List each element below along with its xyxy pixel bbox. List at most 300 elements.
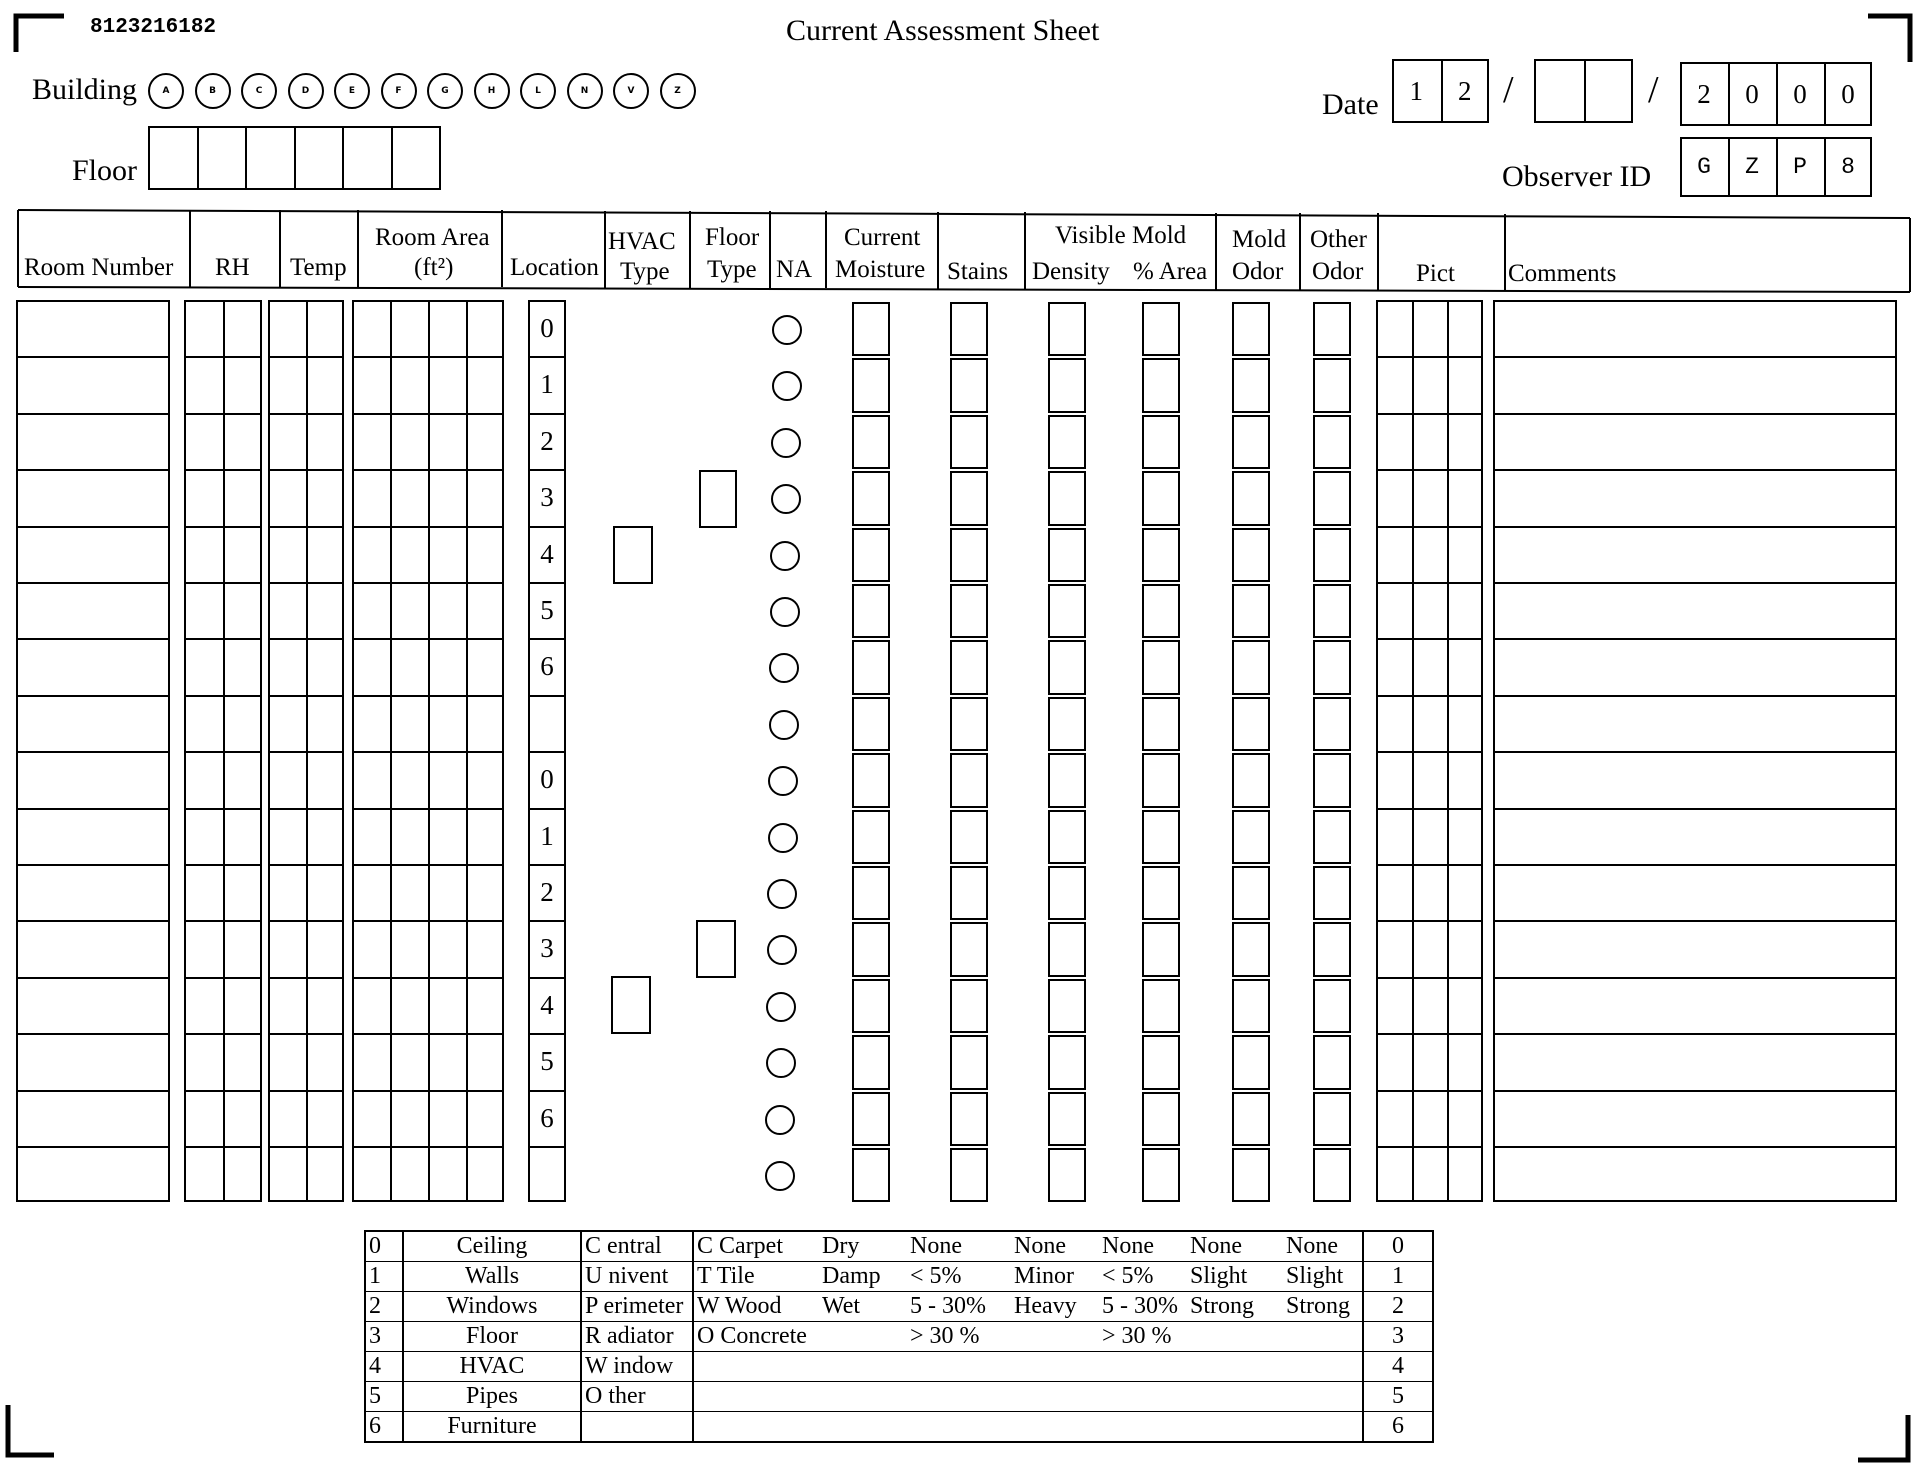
location-row-line [528,526,566,528]
comments-cell[interactable] [1496,641,1894,691]
comments-row-line [1493,751,1897,753]
comments-cell[interactable] [1496,923,1894,973]
moisture-box[interactable] [852,471,890,525]
location-row-line [528,582,566,584]
mold-odor-box[interactable] [1232,302,1270,356]
mold-density-box[interactable] [1048,358,1086,412]
col-stains: Stains [947,258,1009,285]
location-row-line [528,1090,566,1092]
date-year-digit[interactable]: 2 [1697,79,1711,109]
rh-cell[interactable] [187,867,259,917]
mold-area-box[interactable] [1142,584,1180,638]
other-odor-box[interactable] [1313,1035,1351,1089]
pict-cell[interactable] [1379,1093,1480,1143]
mold-area-box[interactable] [1142,358,1180,412]
comments-row-line [1493,695,1897,697]
legend-cell [1283,1412,1363,1443]
legend-cell: Minor [1011,1262,1099,1292]
mold-density-box[interactable] [1048,528,1086,582]
mold-density-box[interactable] [1048,1148,1086,1202]
na-bubble[interactable] [765,1105,795,1135]
room-number-row-line [16,864,170,866]
room-number-cell[interactable] [19,641,167,691]
mold-odor-box[interactable] [1232,358,1270,412]
mold-density-box[interactable] [1048,1035,1086,1089]
moisture-box[interactable] [852,415,890,469]
mold-area-box[interactable] [1142,528,1180,582]
mold-area-box[interactable] [1142,979,1180,1033]
stains-box[interactable] [950,1035,988,1089]
pict-cell[interactable] [1379,867,1480,917]
room-area-cell[interactable] [355,923,501,973]
na-bubble[interactable] [771,484,801,514]
location-row-line [528,1146,566,1148]
pict-cell[interactable] [1379,416,1480,466]
room-area-cell[interactable] [355,1036,501,1086]
room-area-cell[interactable] [355,472,501,522]
mold-area-box[interactable] [1142,302,1180,356]
other-odor-box[interactable] [1313,528,1351,582]
room-number-cell[interactable] [19,867,167,917]
pict-cell[interactable] [1379,472,1480,522]
temp-cell[interactable] [271,472,341,522]
col-mold-odor: Odor [1232,258,1284,285]
moisture-box[interactable] [852,922,890,976]
stains-box[interactable] [950,1092,988,1146]
pict-row-line [1376,695,1483,697]
room-number-row-line [16,413,170,415]
rh-cell[interactable] [187,359,259,409]
other-odor-box[interactable] [1313,1148,1351,1202]
observer-id-digit[interactable]: Z [1745,154,1759,180]
room-number-row-line [16,1146,170,1148]
mold-density-box[interactable] [1048,302,1086,356]
temp-cell[interactable] [271,1036,341,1086]
stains-box[interactable] [950,471,988,525]
comments-cell[interactable] [1496,1093,1894,1143]
mold-odor-box[interactable] [1232,697,1270,751]
pict-cell[interactable] [1379,1036,1480,1086]
rh-cell[interactable] [187,923,259,973]
observer-id-digit[interactable]: G [1697,154,1711,180]
temp-cell[interactable] [271,359,341,409]
col-mold: Mold [1232,226,1287,253]
temp-cell[interactable] [271,923,341,973]
temp-cell[interactable] [271,585,341,635]
comments-cell[interactable] [1496,867,1894,917]
comments-cell[interactable] [1496,1036,1894,1086]
location-code[interactable] [528,707,566,739]
rh-cell[interactable] [187,416,259,466]
mold-area-box[interactable] [1142,1035,1180,1089]
other-odor-box[interactable] [1313,922,1351,976]
pict-row-line [1376,356,1483,358]
rh-cell[interactable] [187,698,259,748]
moisture-box[interactable] [852,640,890,694]
mold-area-box[interactable] [1142,753,1180,807]
room-number-cell[interactable] [19,811,167,861]
stains-box[interactable] [950,1148,988,1202]
mold-odor-box[interactable] [1232,640,1270,694]
na-bubble[interactable] [768,766,798,796]
temp-cell[interactable] [271,1093,341,1143]
room-area-cell[interactable] [355,1149,501,1199]
other-odor-box[interactable] [1313,584,1351,638]
stains-box[interactable] [950,584,988,638]
temp-cell[interactable] [271,980,341,1030]
legend-cell: 0 [1363,1231,1433,1262]
legend-cell: 5 - 30% [1099,1292,1187,1322]
mold-density-box[interactable] [1048,753,1086,807]
location-code[interactable]: 4 [540,989,554,1020]
mold-density-box[interactable] [1048,471,1086,525]
mold-odor-box[interactable] [1232,471,1270,525]
other-odor-box[interactable] [1313,753,1351,807]
stains-box[interactable] [950,640,988,694]
legend-cell: 0 [365,1231,403,1262]
legend-cell: Wet [819,1292,907,1322]
moisture-box[interactable] [852,584,890,638]
floor-type-box[interactable] [699,470,737,528]
pict-cell[interactable] [1379,698,1480,748]
stains-box[interactable] [950,697,988,751]
date-month-digit[interactable]: 1 [1409,76,1423,106]
mold-area-box[interactable] [1142,640,1180,694]
na-bubble[interactable] [766,1048,796,1078]
pict-row-line [1376,920,1483,922]
mold-odor-box[interactable] [1232,979,1270,1033]
room-number-cell[interactable] [19,980,167,1030]
date-year-digit[interactable]: 0 [1793,79,1807,109]
stains-box[interactable] [950,415,988,469]
stains-box[interactable] [950,753,988,807]
room-area-cell[interactable] [355,641,501,691]
temp-cell[interactable] [271,529,341,579]
legend-cell: Floor [403,1322,581,1352]
location-row-line [528,808,566,810]
col-room-area: Room Area [375,224,490,251]
room-area-cell[interactable] [355,980,501,1030]
mold-density-box[interactable] [1048,640,1086,694]
legend-cell: HVAC [403,1352,581,1382]
legend-cell: > 30 % [907,1322,1011,1352]
location-code[interactable]: 3 [540,482,554,513]
room-area-cell[interactable] [355,585,501,635]
pict-cell[interactable] [1379,811,1480,861]
date-year-digit[interactable]: 0 [1841,79,1855,109]
mold-density-box[interactable] [1048,922,1086,976]
pict-cell[interactable] [1379,529,1480,579]
mold-odor-box[interactable] [1232,584,1270,638]
legend-cell: < 5% [1099,1262,1187,1292]
legend-row [365,1322,1433,1352]
room-number-cell[interactable] [19,359,167,409]
location-code[interactable]: 6 [540,651,554,682]
col-visible-mold: Visible Mold [1055,222,1187,249]
other-odor-box[interactable] [1313,866,1351,920]
other-odor-box[interactable] [1313,1092,1351,1146]
legend-cell [907,1382,1011,1412]
comments-cell[interactable] [1496,754,1894,804]
stains-box[interactable] [950,358,988,412]
pict-row-line [1376,751,1483,753]
room-area-cell[interactable] [355,529,501,579]
mold-odor-box[interactable] [1232,1092,1270,1146]
other-odor-box[interactable] [1313,979,1351,1033]
na-bubble[interactable] [770,541,800,571]
moisture-box[interactable] [852,810,890,864]
legend-cell: Strong [1187,1292,1283,1322]
room-area-cell[interactable] [355,811,501,861]
legend-cell: Damp [819,1262,907,1292]
mold-odor-box[interactable] [1232,866,1270,920]
room-number-row-line [16,469,170,471]
pict-cell[interactable] [1379,754,1480,804]
na-bubble[interactable] [768,823,798,853]
temp-cell[interactable] [271,698,341,748]
temp-cell[interactable] [271,303,341,353]
building-option-letter: Z [674,86,681,96]
mold-area-box[interactable] [1142,810,1180,864]
moisture-box[interactable] [852,753,890,807]
mold-area-box[interactable] [1142,471,1180,525]
mold-odor-box[interactable] [1232,753,1270,807]
pict-cell[interactable] [1379,923,1480,973]
temp-cell[interactable] [271,416,341,466]
na-bubble[interactable] [772,315,802,345]
pict-cell[interactable] [1379,303,1480,353]
comments-cell[interactable] [1496,303,1894,353]
date-month-digit[interactable]: 2 [1458,76,1472,106]
na-bubble[interactable] [771,428,801,458]
moisture-box[interactable] [852,866,890,920]
comments-cell[interactable] [1496,585,1894,635]
location-row-line [528,638,566,640]
mold-odor-box[interactable] [1232,922,1270,976]
mold-odor-box[interactable] [1232,1148,1270,1202]
other-odor-box[interactable] [1313,415,1351,469]
other-odor-box[interactable] [1313,302,1351,356]
location-code[interactable]: 2 [540,877,554,907]
rh-cell[interactable] [187,585,259,635]
legend-cell [1011,1382,1099,1412]
pict-cell[interactable] [1379,359,1480,409]
legend-cell: Pipes [403,1382,581,1412]
na-bubble[interactable] [772,371,802,401]
stains-box[interactable] [950,979,988,1033]
room-number-cell[interactable] [19,416,167,466]
building-option-letter: L [535,86,541,96]
room-area-cell[interactable] [355,303,501,353]
legend-cell: P erimeter [581,1292,693,1322]
rh-cell[interactable] [187,303,259,353]
mold-area-box[interactable] [1142,922,1180,976]
stains-box[interactable] [950,922,988,976]
legend-row [365,1231,1433,1262]
location-code[interactable]: 1 [540,369,554,400]
hvac-type-box[interactable] [611,976,651,1034]
room-number-cell[interactable] [19,754,167,804]
na-bubble[interactable] [765,1161,795,1191]
comments-row-line [1493,469,1897,471]
col-floor-type: Type [707,256,757,283]
legend-cell: Dry [819,1231,907,1262]
floor-type-box[interactable] [696,920,736,978]
rh-cell[interactable] [187,980,259,1030]
location-code[interactable]: 5 [540,1046,554,1077]
comments-cell[interactable] [1496,698,1894,748]
location-code[interactable]: 4 [540,538,554,569]
rh-cell[interactable] [187,529,259,579]
legend-cell: 4 [1363,1352,1433,1382]
na-bubble[interactable] [767,879,797,909]
mold-odor-box[interactable] [1232,415,1270,469]
legend-row [365,1262,1433,1292]
na-bubble[interactable] [766,992,796,1022]
observer-id-digit[interactable]: P [1793,154,1807,180]
other-odor-box[interactable] [1313,640,1351,694]
pict-cell[interactable] [1379,1149,1480,1199]
pict-row-line [1376,1146,1483,1148]
other-odor-box[interactable] [1313,697,1351,751]
mold-density-box[interactable] [1048,810,1086,864]
building-option-letter: E [348,86,356,96]
other-odor-box[interactable] [1313,358,1351,412]
temp-cell[interactable] [271,754,341,804]
location-code[interactable]: 1 [540,820,554,851]
building-option-letter: A [162,86,170,96]
room-number-cell[interactable] [19,1036,167,1086]
mold-odor-box[interactable] [1232,528,1270,582]
temp-cell[interactable] [271,867,341,917]
stains-box[interactable] [950,528,988,582]
comments-cell[interactable] [1496,359,1894,409]
room-number-cell[interactable] [19,529,167,579]
location-code[interactable] [528,1158,566,1190]
comments-cell[interactable] [1496,416,1894,466]
rh-cell[interactable] [187,811,259,861]
legend-cell: T Tile [693,1262,819,1292]
rh-cell[interactable] [187,641,259,691]
stains-box[interactable] [950,866,988,920]
legend-cell: 5 [365,1382,403,1412]
temp-cell[interactable] [271,1149,341,1199]
mold-density-box[interactable] [1048,1092,1086,1146]
mold-area-box[interactable] [1142,415,1180,469]
comments-cell[interactable] [1496,472,1894,522]
mold-area-box[interactable] [1142,866,1180,920]
mold-area-box[interactable] [1142,697,1180,751]
moisture-box[interactable] [852,1092,890,1146]
room-number-cell[interactable] [19,1093,167,1143]
room-area-cell[interactable] [355,698,501,748]
temp-cell[interactable] [271,641,341,691]
legend-cell: Slight [1187,1262,1283,1292]
date-year-digit[interactable]: 0 [1745,79,1759,109]
legend-cell: Ceiling [403,1231,581,1262]
na-bubble[interactable] [769,710,799,740]
col-na: NA [776,256,813,283]
location-row-line [528,695,566,697]
rh-cell[interactable] [187,754,259,804]
mold-area-box[interactable] [1142,1148,1180,1202]
room-number-cell[interactable] [19,303,167,353]
legend-row [365,1352,1433,1382]
rh-cell[interactable] [187,472,259,522]
pict-cell[interactable] [1379,585,1480,635]
room-area-cell[interactable] [355,754,501,804]
rh-cell[interactable] [187,1149,259,1199]
mold-area-box[interactable] [1142,1092,1180,1146]
room-number-cell[interactable] [19,923,167,973]
temp-cell[interactable] [271,811,341,861]
mold-density-box[interactable] [1048,697,1086,751]
room-number-cell[interactable] [19,1149,167,1199]
legend-cell: < 5% [907,1262,1011,1292]
mold-density-box[interactable] [1048,979,1086,1033]
na-bubble[interactable] [767,935,797,965]
comments-cell[interactable] [1496,529,1894,579]
location-code[interactable]: 5 [540,595,554,625]
moisture-box[interactable] [852,302,890,356]
mold-odor-box[interactable] [1232,810,1270,864]
other-odor-box[interactable] [1313,471,1351,525]
stains-box[interactable] [950,302,988,356]
moisture-box[interactable] [852,979,890,1033]
other-odor-box[interactable] [1313,810,1351,864]
location-code[interactable]: 0 [540,313,554,343]
pict-cell[interactable] [1379,641,1480,691]
room-number-cell[interactable] [19,698,167,748]
location-code[interactable]: 2 [540,425,554,456]
moisture-box[interactable] [852,1035,890,1089]
hvac-type-box[interactable] [613,526,653,584]
legend-table [364,1230,1434,1443]
moisture-box[interactable] [852,528,890,582]
moisture-box[interactable] [852,1148,890,1202]
location-code[interactable]: 6 [540,1102,554,1133]
location-code[interactable]: 0 [540,764,554,795]
legend-cell: Furniture [403,1412,581,1443]
legend-cell: R adiator [581,1322,693,1352]
room-area-cell[interactable] [355,359,501,409]
comments-cell[interactable] [1496,1149,1894,1199]
location-code[interactable]: 3 [540,933,554,964]
mold-density-box[interactable] [1048,584,1086,638]
comments-cell[interactable] [1496,811,1894,861]
mold-density-box[interactable] [1048,415,1086,469]
rh-cell[interactable] [187,1036,259,1086]
room-area-cell[interactable] [355,867,501,917]
observer-id-digit[interactable]: 8 [1841,154,1855,180]
mold-odor-box[interactable] [1232,1035,1270,1089]
col-temp: Temp [290,254,347,281]
room-area-cell[interactable] [355,416,501,466]
moisture-box[interactable] [852,358,890,412]
room-number-cell[interactable] [19,585,167,635]
moisture-box[interactable] [852,697,890,751]
na-bubble[interactable] [770,597,800,627]
comments-cell[interactable] [1496,980,1894,1030]
legend-cell: Walls [403,1262,581,1292]
mold-density-box[interactable] [1048,866,1086,920]
rh-cell[interactable] [187,1093,259,1143]
pict-cell[interactable] [1379,980,1480,1030]
stains-box[interactable] [950,810,988,864]
room-area-cell[interactable] [355,1093,501,1143]
room-number-cell[interactable] [19,472,167,522]
col-current: Current [844,224,921,251]
